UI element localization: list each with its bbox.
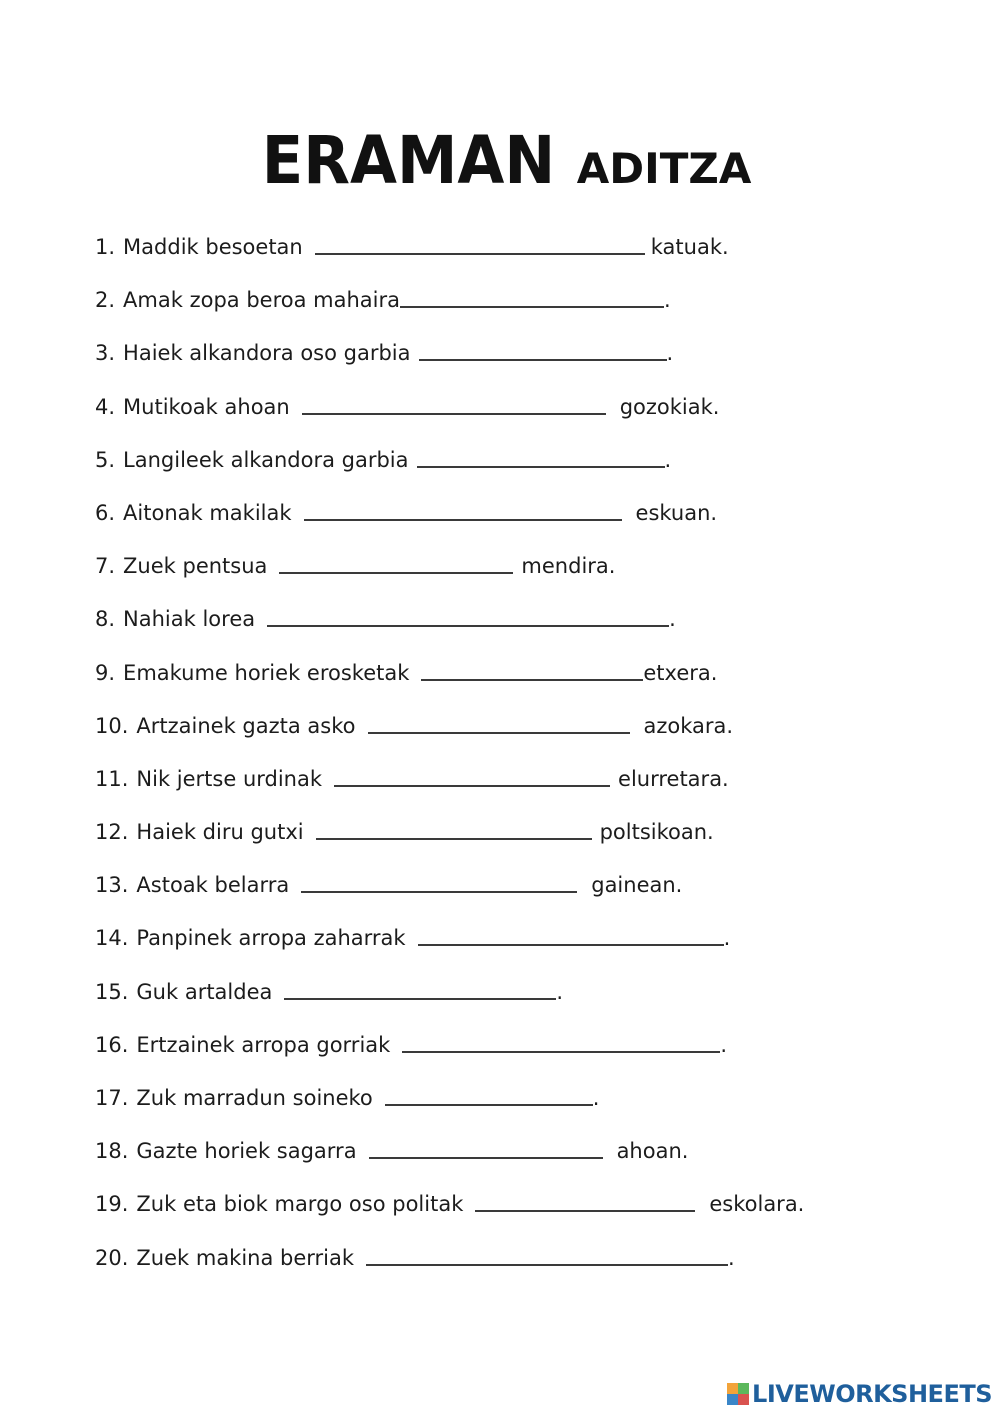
item-text: Emakume horiek erosketak <box>123 660 410 685</box>
item-suffix: azokara. <box>643 713 734 738</box>
exercise-item-12 <box>95 817 804 870</box>
answer-blank[interactable] <box>284 978 556 1000</box>
worksheet-title <box>0 122 1000 199</box>
exercise-item-18 <box>95 1136 804 1189</box>
exercise-item-15 <box>95 977 804 1030</box>
item-number: 4. <box>95 394 116 419</box>
item-text: Langileek alkandora garbia <box>123 447 409 472</box>
item-text: Gazte horiek sagarra <box>136 1139 357 1164</box>
exercise-item-14 <box>95 923 804 976</box>
item-number: 5. <box>95 447 116 472</box>
item-text: Zuek pentsua <box>123 554 268 579</box>
item-number: 14. <box>95 926 129 951</box>
exercise-item-8 <box>95 604 804 657</box>
answer-blank[interactable] <box>267 605 669 627</box>
item-number: 3. <box>95 341 116 366</box>
exercise-item-9 <box>95 658 804 711</box>
answer-blank[interactable] <box>475 1190 695 1212</box>
item-text: Haiek diru gutxi <box>136 820 304 845</box>
exercise-item-11 <box>95 764 804 817</box>
item-text: Aitonak makilak <box>123 500 292 525</box>
item-number: 11. <box>95 766 129 791</box>
item-text: Amak zopa beroa mahaira <box>123 288 400 313</box>
item-suffix: . <box>723 926 731 951</box>
exercise-item-6 <box>95 498 804 551</box>
answer-blank[interactable] <box>334 765 610 787</box>
item-suffix: . <box>666 341 674 366</box>
answer-blank[interactable] <box>301 871 577 893</box>
item-number: 9. <box>95 660 116 685</box>
item-suffix: . <box>663 288 671 313</box>
answer-blank[interactable] <box>402 1031 720 1053</box>
item-suffix: . <box>728 1245 735 1270</box>
exercise-item-20 <box>95 1243 804 1296</box>
exercise-item-10 <box>95 711 804 764</box>
item-text: Panpinek arropa zaharrak <box>136 926 406 951</box>
item-text: Zuk eta biok margo oso politak <box>136 1192 464 1217</box>
answer-blank[interactable] <box>366 1244 728 1266</box>
exercise-item-3 <box>95 338 804 391</box>
exercise-item-2 <box>95 285 804 338</box>
item-number: 18. <box>95 1139 129 1164</box>
item-number: 15. <box>95 979 129 1004</box>
exercise-item-19 <box>95 1189 804 1242</box>
answer-blank[interactable] <box>279 552 513 574</box>
answer-blank[interactable] <box>419 339 667 361</box>
item-text: Nahiak lorea <box>123 607 256 632</box>
item-suffix: . <box>720 1032 727 1057</box>
answer-blank[interactable] <box>368 712 630 734</box>
item-text: Artzainek gazta asko <box>136 713 356 738</box>
answer-blank[interactable] <box>316 818 592 840</box>
item-text: Guk artaldea <box>136 979 273 1004</box>
title-main: ERAMAN <box>261 122 555 199</box>
item-suffix: katuak. <box>650 235 729 259</box>
item-suffix: poltsikoan. <box>599 820 714 845</box>
item-suffix: gozokiak. <box>619 394 720 419</box>
item-text: Nik jertse urdinak <box>136 766 323 791</box>
item-number: 7. <box>95 554 116 579</box>
answer-blank[interactable] <box>418 924 724 946</box>
answer-blank[interactable] <box>315 233 645 255</box>
item-suffix: eskuan. <box>635 500 718 525</box>
answer-blank[interactable] <box>421 659 643 681</box>
item-number: 1. <box>95 235 116 259</box>
item-text: Zuk marradun soineko <box>136 1086 373 1110</box>
item-suffix: . <box>664 447 672 472</box>
item-suffix: ahoan. <box>616 1139 689 1164</box>
item-number: 12. <box>95 820 129 845</box>
item-text: Maddik besoetan <box>123 235 303 259</box>
brand-text: LIVEWORKSHEETS <box>752 1380 992 1408</box>
item-suffix: . <box>592 1086 600 1110</box>
answer-blank[interactable] <box>302 393 606 415</box>
title-sub: ADITZA <box>576 144 752 193</box>
item-suffix: . <box>669 607 676 632</box>
item-text: Zuek makina berriak <box>136 1245 355 1270</box>
exercise-item-7 <box>95 551 804 604</box>
answer-blank[interactable] <box>400 286 664 308</box>
answer-blank[interactable] <box>417 446 665 468</box>
liveworksheets-logo <box>727 1380 992 1408</box>
item-number: 10. <box>95 713 129 738</box>
item-text: Astoak belarra <box>136 873 290 898</box>
exercise-item-13 <box>95 870 804 923</box>
item-number: 2. <box>95 288 116 313</box>
item-suffix: etxera. <box>643 660 718 685</box>
item-number: 6. <box>95 500 116 525</box>
answer-blank[interactable] <box>304 499 622 521</box>
item-number: 17. <box>95 1086 129 1110</box>
exercise-item-17 <box>95 1083 804 1136</box>
item-suffix: mendira. <box>521 554 616 579</box>
item-suffix: eskolara. <box>709 1192 805 1217</box>
item-text: Ertzainek arropa gorriak <box>136 1032 391 1057</box>
item-text: Mutikoak ahoan <box>123 394 290 419</box>
item-number: 20. <box>95 1245 129 1270</box>
exercise-item-5 <box>95 445 804 498</box>
item-suffix: . <box>556 979 564 1004</box>
exercise-item-1 <box>95 232 804 285</box>
item-text: Haiek alkandora oso garbia <box>123 341 411 366</box>
exercise-list <box>95 232 804 1296</box>
item-number: 8. <box>95 607 116 632</box>
exercise-item-16 <box>95 1030 804 1083</box>
item-number: 19. <box>95 1192 129 1217</box>
answer-blank[interactable] <box>385 1084 593 1106</box>
exercise-item-4 <box>95 392 804 445</box>
item-number: 16. <box>95 1032 129 1057</box>
item-suffix: gainean. <box>591 873 683 898</box>
item-number: 13. <box>95 873 129 898</box>
liveworksheets-icon <box>727 1383 749 1405</box>
answer-blank[interactable] <box>369 1137 603 1159</box>
item-suffix: elurretara. <box>618 766 729 791</box>
